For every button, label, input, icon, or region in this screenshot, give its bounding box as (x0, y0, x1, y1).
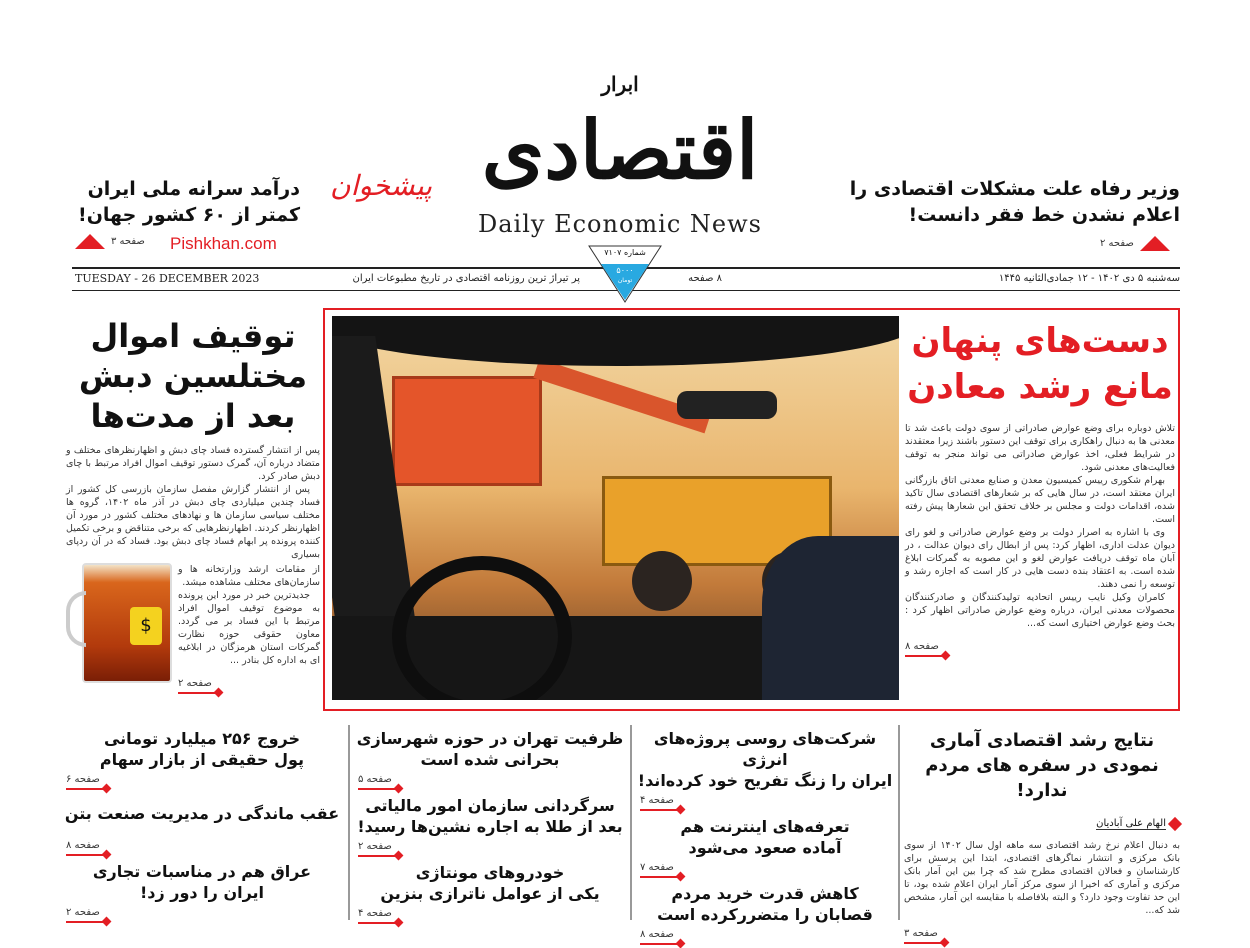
news-title: ایران را زنگ تفریح خود کرده‌اند! (637, 771, 893, 790)
bottom-column-1 (62, 728, 342, 923)
news-title: نمودی در سفره های مردم ندارد! (925, 755, 1159, 801)
teaser-left-page[interactable] (75, 234, 145, 249)
page-ref: صفحه ۲ (358, 840, 398, 857)
news-item[interactable] (354, 795, 626, 857)
left-story-column (66, 316, 320, 694)
col4-page-link[interactable] (904, 921, 1180, 944)
left-story-lower-text (178, 563, 320, 694)
news-title: یکی از عوامل ناترازی بنزین (380, 884, 600, 903)
page-ref: صفحه ۳ (111, 236, 145, 247)
main-story-page-link[interactable] (905, 634, 1175, 657)
rear-mirror (677, 391, 777, 419)
masthead-logo: اقتصادی (481, 103, 759, 197)
paragraph: از مقامات ارشد وزارتخانه ها و سازمان‌های مختلف مشاهده میشد. (178, 564, 320, 588)
watermark-en: Pishkhan.com (170, 234, 277, 253)
news-title: تعرفه‌های اینترنت هم (680, 817, 850, 836)
excavator-shape (392, 376, 542, 486)
headline-line: بعد از مدت‌ها (90, 397, 296, 435)
bottom-column-3 (636, 728, 894, 945)
news-item[interactable] (62, 728, 342, 790)
column-divider (348, 725, 350, 920)
page-ref: صفحه ۲ (66, 906, 106, 923)
car-roof (332, 316, 899, 366)
news-title: نتایج رشد اقتصادی آماری (929, 730, 1155, 751)
news-item[interactable] (62, 795, 342, 856)
page-ref: صفحه ۸ (640, 928, 680, 945)
bottom-column-4[interactable] (904, 728, 1180, 944)
currency: تومان (617, 277, 633, 284)
left-story-lower (66, 563, 320, 694)
main-headline[interactable] (905, 318, 1175, 410)
news-title: کاهش قدرت خرید مردم (671, 884, 859, 903)
left-story-body (66, 444, 320, 561)
author: الهام علی آبادیان (1096, 818, 1166, 829)
news-title: بعد از طلا به اجاره نشین‌ها رسید! (357, 817, 623, 836)
paragraph: تلاش دوباره برای وضع عوارض صادراتی از سوی دولت باعث شد تا معدنی ها به دنبال راهکاری برای توقف این دستور باشند زیرا معتقدند در شرایط فعلی، اخذ عوارض صادراتی می تواند منجر به توقف فعالیت‌های معدنی شود. (905, 423, 1175, 473)
page-ref: صفحه ۷ (640, 861, 680, 878)
masthead-english-title: Daily Economic News (478, 210, 762, 238)
price: ۵۰۰۰ (616, 266, 634, 275)
steering-wheel (392, 556, 572, 700)
truck-wheel (632, 551, 692, 611)
page-ref: صفحه ۸ (905, 640, 945, 657)
date-persian: سه‌شنبه ۵ دی ۱۴۰۲ - ۱۲ جمادی‌الثانیه ۱۴۴۵ (998, 273, 1180, 284)
diamond-icon (1168, 817, 1182, 831)
page-ref: صفحه ۴ (358, 907, 398, 924)
page-ref: صفحه ۴ (640, 794, 680, 811)
headline-line: مختلسین دبش (78, 357, 308, 395)
watermark-fa: پیشخوان (330, 169, 433, 202)
triangle-icon (75, 234, 105, 249)
teaser-left-line: کمتر از ۶۰ کشور جهان! (78, 204, 300, 226)
paragraph: جدیدترین خبر در مورد این پرونده به موضوع توقیف اموال افراد مرتبط با این فساد بر می گردد. معاون حقوقی حوزه نظارت گمرکات استان هرمزگان در ابلاغیه ای به اداره کل بنادر ... (178, 590, 320, 666)
date-english: TUESDAY - 26 DECEMBER 2023 (75, 272, 260, 285)
teaser-right[interactable] (800, 176, 1180, 228)
masthead-logo-small: ابرار (601, 72, 639, 96)
triangle-icon (1140, 236, 1170, 251)
news-title: خروج ۲۵۶ میلیارد تومانی (103, 729, 301, 748)
teaser-left-line: درآمد سرانه ملی ایران (87, 178, 300, 200)
paragraph: به دنبال اعلام نرخ رشد اقتصادی سه ماهه اول سال ۱۴۰۲ از سوی بانک مرکزی و انتشار نماگرهای اقتصادی، ابتدا این پرسش برای کارشناسان و فعالان اقتصادی مطرح شد که چرا بین این آمار بانک مرکزی و آماری که اخیرا از سوی مرکز آمار ایران اعلام شده بود، تا این حد تفاوت وجود دارد؟ و البته بلافاصله با مقایسه این آمار، مشخص شد که... (904, 840, 1180, 916)
news-title: عراق هم در مناسبات تجاری (92, 862, 312, 881)
main-story-photo (332, 316, 899, 700)
teaser-right-page[interactable] (1100, 236, 1170, 251)
news-item[interactable] (636, 883, 894, 945)
page-count: ۸ صفحه (688, 273, 722, 284)
main-story-column (905, 318, 1175, 657)
main-headline-line: دست‌های پنهان (911, 321, 1169, 361)
news-item[interactable] (62, 861, 342, 923)
glass-handle (66, 591, 86, 647)
page-ref: صفحه ۳ (904, 927, 944, 944)
page-ref: صفحه ۲ (1100, 238, 1134, 249)
column-divider (898, 725, 900, 920)
paragraph: پس از انتشار گسترده فساد چای دبش و اظهارنظرهای مختلف و متضاد درباره آن، گمرک دستور توقیف اموال افراد مرتبط با چای دبش صادر کرد. (66, 445, 320, 482)
news-item[interactable] (636, 728, 894, 811)
page-ref: صفحه ۶ (66, 773, 106, 790)
issue-number: شماره ۷۱۰۷ (604, 248, 646, 257)
paragraph: بهرام شکوری رییس کمیسیون معدن و صنایع معدنی اتاق بازرگانی ایران معتقد است، در سال هایی که بر شعارهای اقتصادی سال تاکید شده، اقدامات دولت و مجلس بر خلاف تحقق این شعارها پیش رفته است. (905, 475, 1175, 525)
headline-line: توقیف اموال (90, 317, 296, 355)
left-story-headline[interactable] (66, 316, 320, 436)
bottom-column-2 (354, 728, 626, 924)
news-title: ظرفیت تهران در حوزه شهرسازی (356, 729, 624, 748)
news-title: بحرانی شده است (420, 750, 560, 769)
news-title: پول حقیقی از بازار سهام (99, 750, 305, 769)
slogan: پر تیراژ ترین روزنامه اقتصادی در تاریخ مطبوعات ایران (352, 273, 580, 284)
left-story-page-link[interactable] (178, 671, 320, 694)
teaser-right-line: وزیر رفاه علت مشکلات اقتصادی را (849, 178, 1180, 200)
news-title: خودروهای مونتاژی (415, 863, 565, 882)
news-title: شرکت‌های روسی پروژه‌های انرژی (653, 729, 877, 769)
driver-arm (762, 536, 899, 700)
teaser-right-line: اعلام نشدن خط فقر دانست! (908, 204, 1180, 226)
author-byline (904, 817, 1180, 831)
teaser-left[interactable] (40, 176, 300, 228)
issue-badge (587, 244, 663, 304)
news-title: عقب ماندگی در مدیریت صنعت بتن (64, 804, 340, 823)
news-item[interactable] (354, 728, 626, 790)
paragraph: پس از انتشار گزارش مفصل سازمان بازرسی کل کشور از فساد چندین میلیاردی چای دبش در آذر ماه ۱۴۰۲، گروه ها مختلف سیاسی سازمان ها و نهادهای مختلف کشور در مورد آن اظهارنظر کردند. اظهارنظرهایی که برخی متناقض و برخی تکمیل کننده پرونده پر ابهام فساد چای دبش بود. فساد که در آن ردپای بسیاری (66, 484, 320, 560)
main-headline-line: مانع رشد معادن (907, 367, 1173, 407)
news-item[interactable] (354, 862, 626, 924)
tea-glass-image (66, 563, 172, 683)
main-story-body (905, 422, 1175, 630)
column-divider (630, 725, 632, 920)
paragraph: وی با اشاره به اصرار دولت بر وضع عوارض صادراتی و لغو رای دیوان عدلت اداری، اظهار کرد: پس از ابطال رای دیوان عدالت ، در آبان ماه توقف دریافت عوارض لغو و این مصوبه به گمرکات ابلاغ شده است. به اعتقاد بنده دست هایی در کار است که اجازه رشد و توسعه را نمی دهند. (905, 527, 1175, 590)
news-item[interactable] (636, 816, 894, 878)
page-ref: صفحه ۸ (66, 839, 106, 856)
news-title: سرگردانی سازمان امور مالیاتی (365, 796, 615, 815)
page-ref: صفحه ۵ (358, 773, 398, 790)
money-bag-icon: $ (130, 607, 162, 645)
news-title: ایران را دور زد! (139, 883, 265, 902)
page-ref: صفحه ۲ (178, 677, 218, 694)
news-title: آماده صعود می‌شود (688, 838, 842, 857)
left-story-body-cont (178, 563, 320, 667)
news-title: قصابان را متضررکرده است (657, 905, 873, 924)
paragraph: کامران وکیل نایب رییس اتحادیه تولیدکنندگان و صادرکنندگان محصولات معدنی ایران، درباره وضع عوارض صادراتی اظهار کرد : بحث وضع عوارض اختیاری است که... (905, 592, 1175, 629)
